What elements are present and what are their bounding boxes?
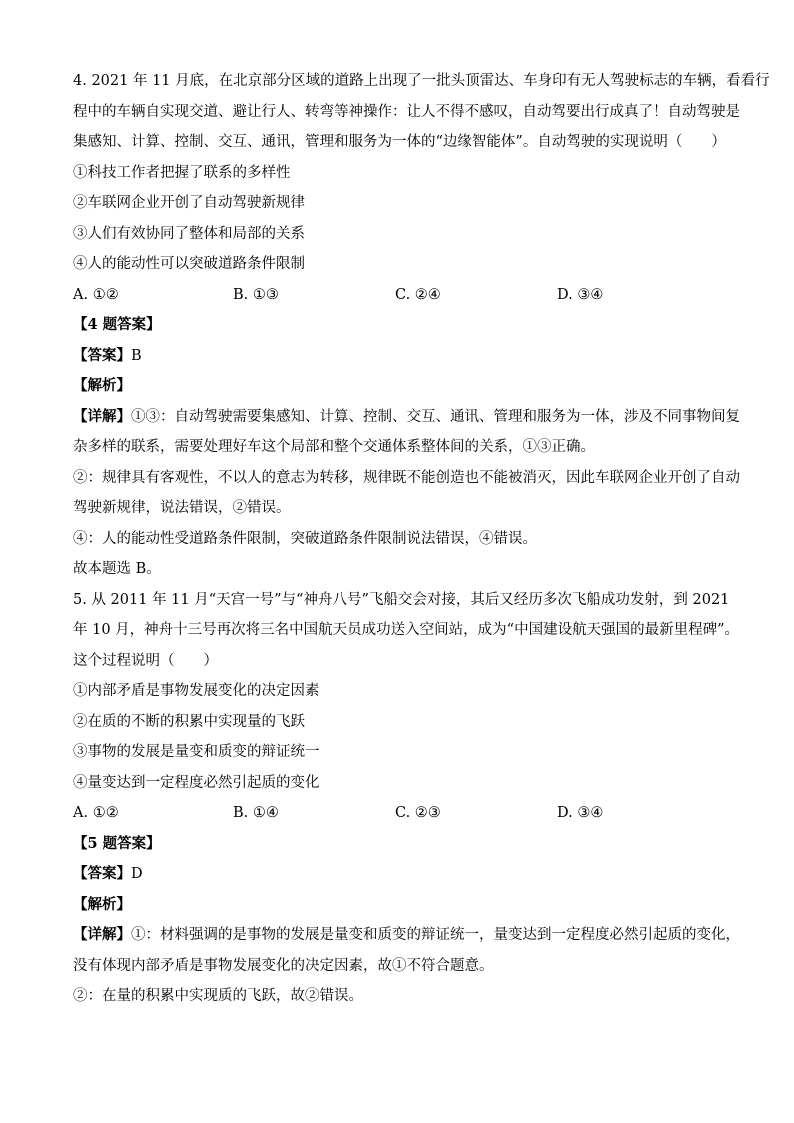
question-stem-line: 年 10 月，神舟十三号再次将三名中国航天员成功送入空间站，成为“中国建设航天强国的最新里程碑”。 xyxy=(73,622,739,638)
statement-item: ③事物的发展是量变和质变的辩证统一 xyxy=(73,744,320,760)
analysis-label: 【解析】 xyxy=(73,895,131,913)
answer-label: 【答案】 xyxy=(73,346,131,364)
question-stem-line: 这个过程说明（ ） xyxy=(73,652,218,669)
answer-section-header: 【4 题答案】 xyxy=(73,316,161,333)
option-a: A. ①② xyxy=(73,286,119,303)
detail-line: ④：人的能动性受道路条件限制，突破道路条件限制说法错误，④错误。 xyxy=(73,530,537,547)
option-d: D. ③④ xyxy=(557,805,604,821)
document-content xyxy=(73,66,770,1012)
option-c: C. ②④ xyxy=(395,286,441,303)
statement-item: ②车联网企业开创了自动驾驶新规律 xyxy=(73,195,305,211)
detail-line: 故本题选 B。 xyxy=(73,561,161,577)
detail-line xyxy=(73,402,740,433)
statement-item: ③人们有效协同了整体和局部的关系 xyxy=(73,225,305,242)
statement-item: ④量变达到一定程度必然引起质的变化 xyxy=(73,774,320,791)
question-stem-line: 程中的车辆自实现交道、避让行人、转弯等神操作：让人不得不感叹，自动驾要出行成真了！自动驾驶是 xyxy=(73,103,740,120)
analysis-label: 【解析】 xyxy=(73,377,131,394)
question-stem-line: 4. 2021 年 11 月底，在北京部分区域的道路上出现了一批头顶雷达、车身印有无人驾驶标志的车辆，看看行 xyxy=(73,73,770,89)
statement-item: ④人的能动性可以突破道路条件限制 xyxy=(73,256,305,272)
answer-line xyxy=(73,859,723,890)
detail-line: 驾驶新规律，说法错误，②错误。 xyxy=(73,500,291,516)
detail-label: 【详解】 xyxy=(73,407,131,425)
option-c: C. ②③ xyxy=(395,805,441,821)
option-b: B. ①④ xyxy=(233,805,279,821)
statement-item: ①内部矛盾是事物发展变化的决定因素 xyxy=(73,683,320,699)
answer-value: D xyxy=(131,866,143,882)
detail-line: 没有体现内部矛盾是事物发展变化的决定因素，故①不符合题意。 xyxy=(73,957,494,974)
answer-value: B xyxy=(131,347,142,364)
option-d: D. ③④ xyxy=(557,286,604,303)
answer-line xyxy=(73,341,723,372)
detail-label: 【详解】 xyxy=(73,926,131,943)
detail-line: 杂多样的联系，需要处理好车这个局部和整个交通体系整体间的关系，①③正确。 xyxy=(73,439,595,455)
detail-line: ②：规律具有客观性，不以人的意志为转移，规律既不能创造也不能被消灭，因此车联网企业开创了自动 xyxy=(73,469,740,486)
statement-item: ①科技工作者把握了联系的多样性 xyxy=(73,164,291,181)
question-4 xyxy=(73,66,770,585)
statement-item: ②在质的不断的积累中实现量的飞跃 xyxy=(73,713,305,730)
detail-text: ①：材料强调的是事物的发展是量变和质变的辩证统一，量变达到一定程度必然引起质的变化， xyxy=(131,927,740,943)
detail-text: ①③：自动驾驶需要集感知、计算、控制、交互、通讯、管理和服务为一体，涉及不同事物间复 xyxy=(131,408,740,425)
option-a: A. ①② xyxy=(73,805,119,821)
answer-section-header: 【5 题答案】 xyxy=(73,834,161,852)
answer-options xyxy=(73,280,723,311)
option-b: B. ①③ xyxy=(233,286,279,303)
detail-line: ②：在量的积累中实现质的飞跃，故②错误。 xyxy=(73,988,363,1004)
answer-label: 【答案】 xyxy=(73,865,131,882)
answer-options xyxy=(73,798,723,829)
detail-line xyxy=(73,920,740,951)
question-stem-line: 集感知、计算、控制、交互、通讯，管理和服务为一体的“边缘智能体”。自动驾驶的实现说明（ ） xyxy=(73,134,726,150)
question-stem-line: 5. 从 2011 年 11 月“天宫一号”与“神舟八号”飞船交会对接，其后又经历多次飞船成功发射，到 2021 xyxy=(73,591,730,608)
question-5 xyxy=(73,585,740,1012)
